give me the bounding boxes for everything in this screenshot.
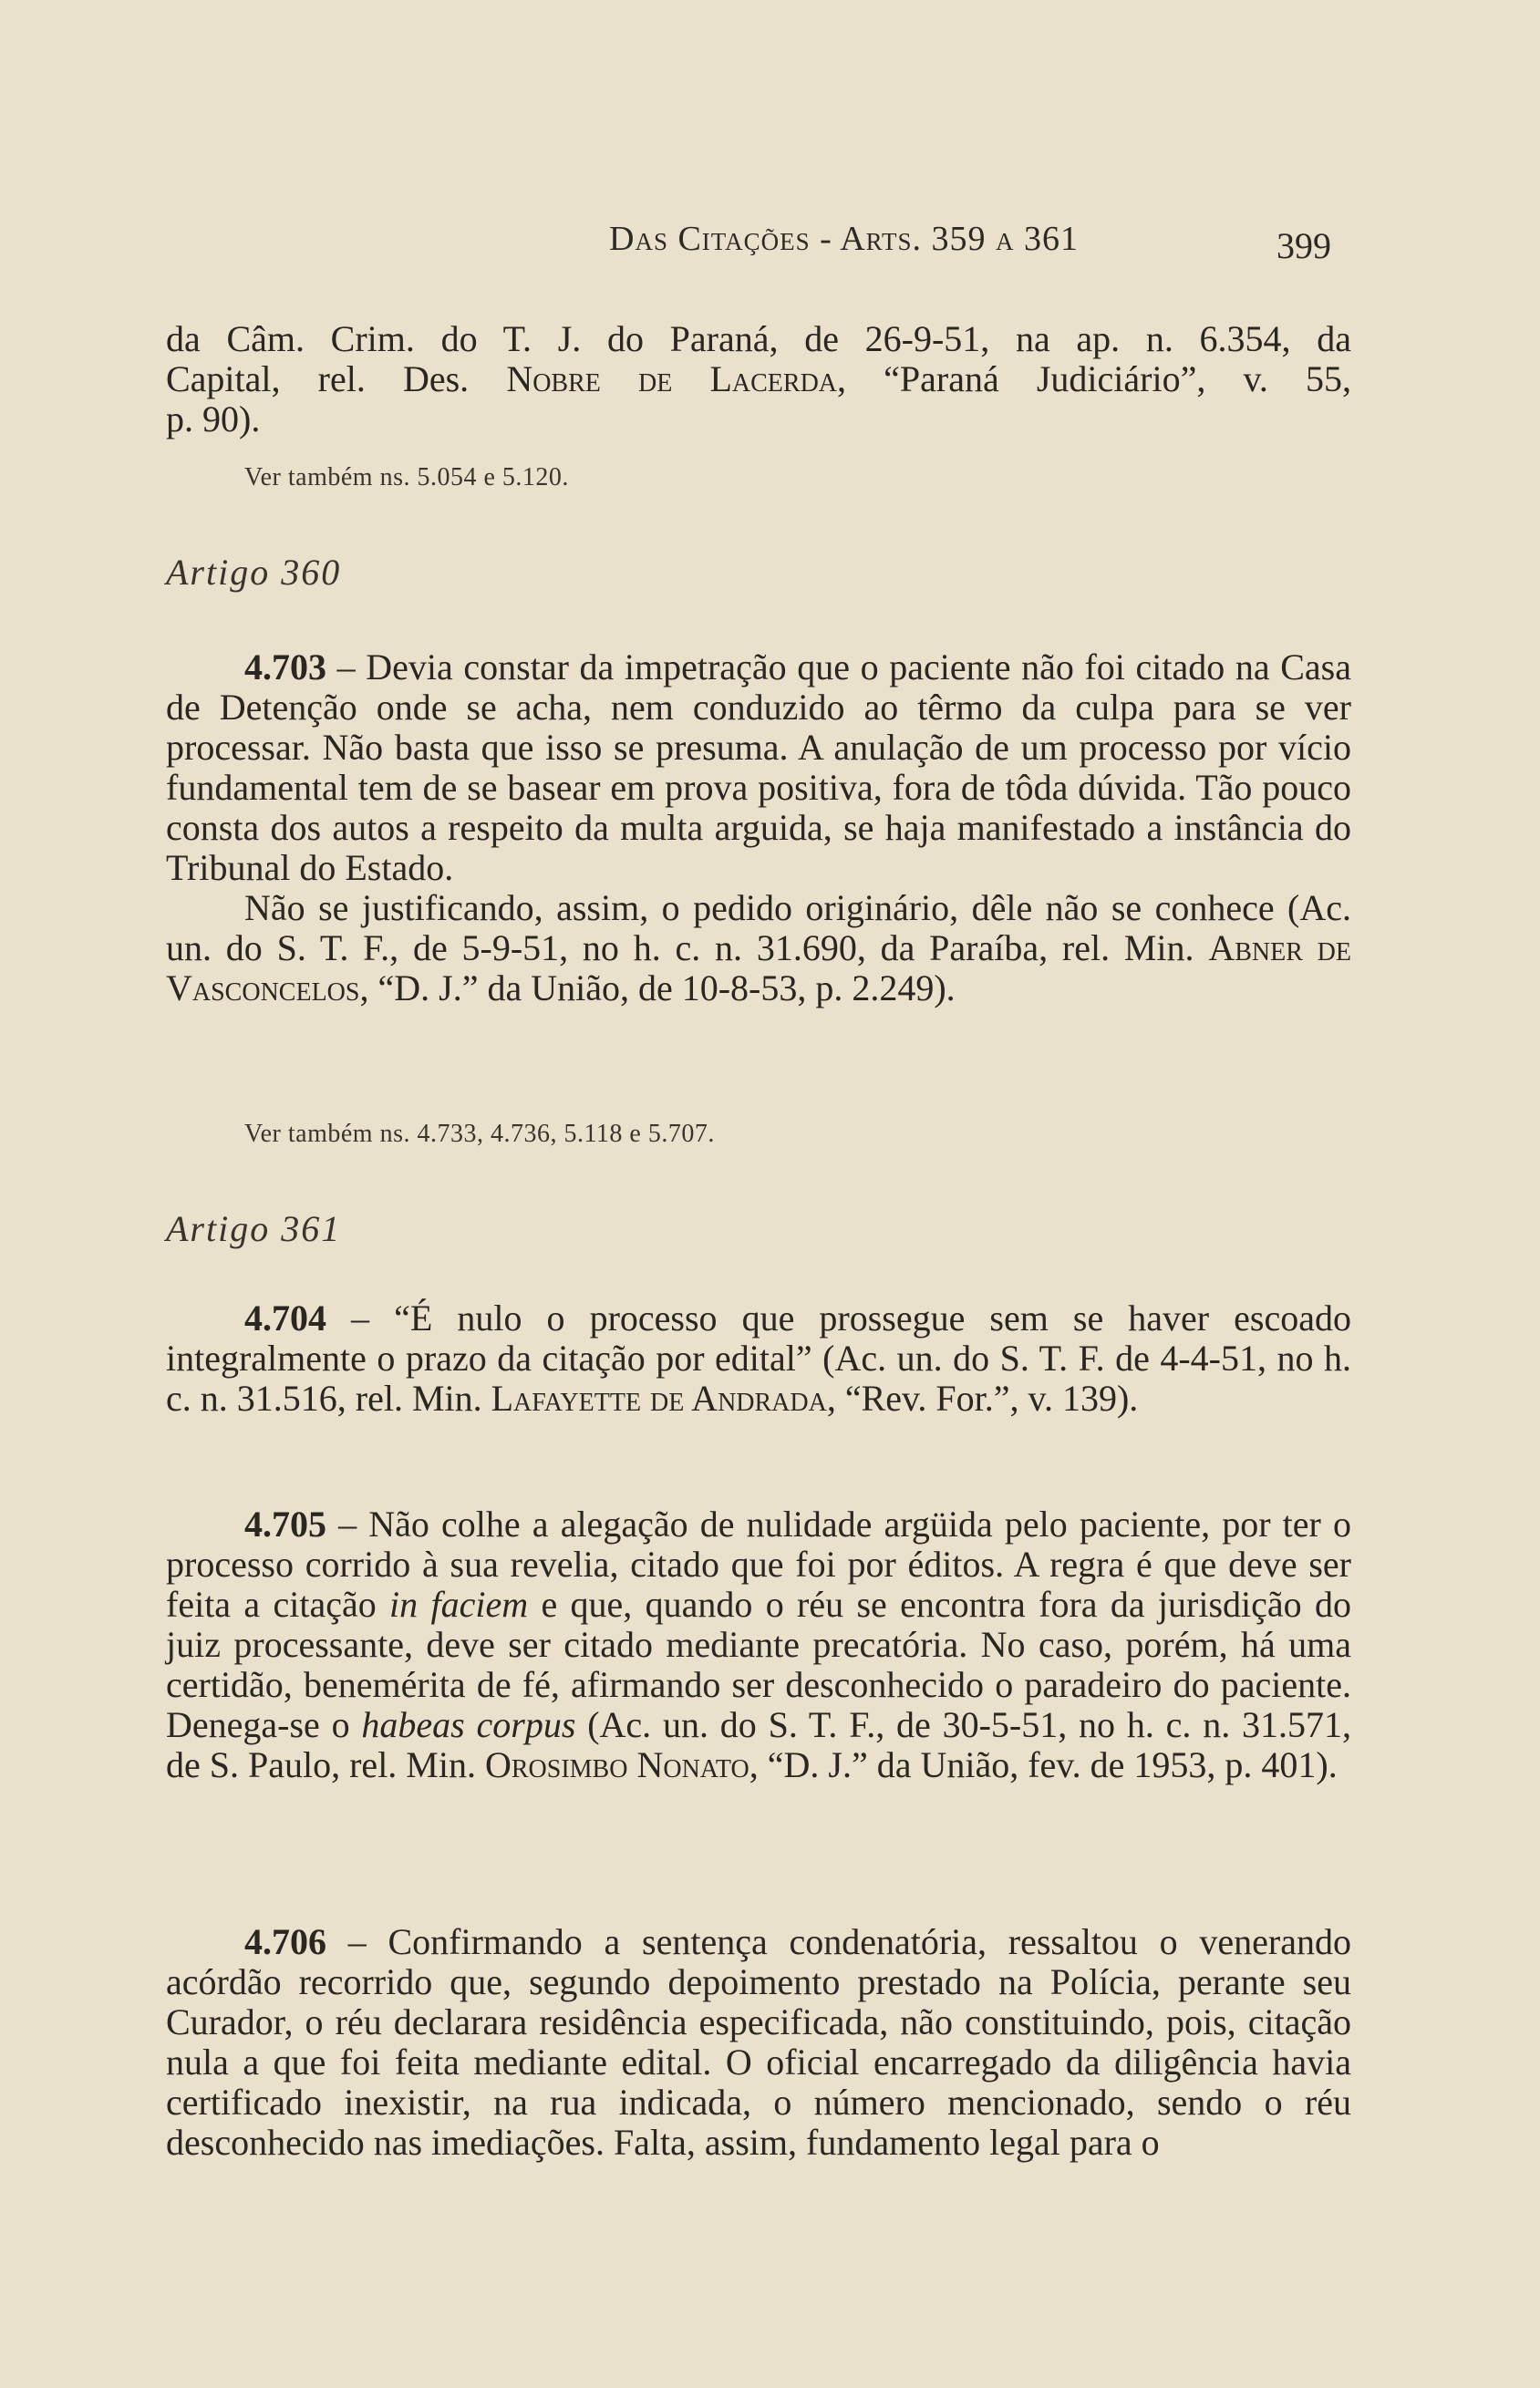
paragraph-4703: 4.703 – Devia constar da impetração que o paciente não foi citado na Casa de Detenção onde se acha, nem conduzido ao têrmo da culpa para se ver processar. Não basta que isso se presuma. A anulação de um processo por vício fundamental tem de se basear em prova positiva, fora de tôda dúvida. Tão pouco consta dos autos a respeito da multa arguida, se haja manifestado a instância do Tribunal do Estado. — [166, 646, 1351, 888]
paragraph-4706: 4.706 – Confirmando a sentença condenatória, ressaltou o venerando acórdão recorrido que, segundo depoimento prestado na Polícia, perante seu Curador, o réu declarara residência especificada, não constituindo, pois, citação nula a que foi feita mediante edital. O oficial encarregado da diligência havia certificado inexistir, na rua indicada, o número mencionado, sendo o réu desconhecido nas imediações. Falta, assim, fundamento legal para o — [166, 1921, 1351, 2163]
running-title: Das Citações - Arts. 359 a 361 — [609, 220, 1080, 258]
continuation-line-3: p. 90). — [166, 398, 261, 439]
entry-number: 4.703 — [244, 646, 326, 687]
article-heading-360: Artigo 360 — [166, 552, 342, 593]
author-name: Lafayette de Andrada — [491, 1378, 827, 1419]
see-also-note: Ver também ns. 5.054 e 5.120. — [244, 463, 569, 491]
article-360-body — [166, 647, 1351, 1008]
running-header — [609, 219, 1079, 259]
article-361-body-3 — [166, 1922, 1351, 2163]
paragraph-4705: 4.705 – Não colhe a alegação de nulidade argüida pelo paciente, por ter o processo corrido à sua revelia, citado que foi por éditos. A regra é que deve ser feita a citação in faciem e que, quando o réu se encontra fora da jurisdição do juiz processante, deve ser citado mediante precatória. No caso, porém, há uma certidão, benemérita de fé, afirmando ser desconhecido o paradeiro do paciente. Denega-se o habeas corpus (Ac. un. do S. T. F., de 30-5-51, no h. c. n. 31.571, de S. Paulo, rel. Min. Orosimbo Nonato, “D. J.” da União, fev. de 1953, p. 401). — [166, 1504, 1352, 1785]
continuation-paragraph — [166, 319, 1351, 439]
paragraph-4704: 4.704 – “É nulo o processo que prossegue sem se haver escoado integralmente o prazo da citação por edital” (Ac. un. do S. T. F. de 4-4-51, no h. c. n. 31.516, rel. Min. Lafayette de Andrada, “Rev. For.”, v. 139). — [166, 1297, 1351, 1419]
continuation-line-2: Capital, rel. Des. Nobre de Lacerda, “Paraná Judiciário”, v. 55, — [166, 358, 1352, 399]
entry-number: 4.706 — [244, 1921, 326, 1962]
author-name: Nobre de Lacerda — [506, 358, 838, 399]
article-361-body-2 — [166, 1504, 1351, 1785]
article-heading-361: Artigo 361 — [166, 1208, 342, 1249]
page-number: 399 — [1276, 225, 1331, 266]
paragraph-4703-cont: Não se justificando, assim, o pedido originário, dêle não se conhece (Ac. un. do S. T. F., de 5-9-51, no h. c. n. 31.690, da Paraíba, rel. Min. Abner de Vasconcelos, “D. J.” da União, de 10-8-53, p. 2.249). — [166, 887, 1352, 1008]
author-name: Orosimbo Nonato — [484, 1744, 749, 1785]
author-name: Abner de Vasconcelos — [166, 927, 1352, 1008]
continuation-line-1: da Câm. Crim. do T. J. do Paraná, de 26-9-51, na ap. n. 6.354, da — [166, 318, 1351, 359]
see-also-note: Ver também ns. 4.733, 4.736, 5.118 e 5.707. — [244, 1120, 715, 1148]
entry-number: 4.704 — [244, 1297, 326, 1339]
entry-number: 4.705 — [244, 1504, 326, 1545]
article-361-body — [166, 1298, 1351, 1419]
